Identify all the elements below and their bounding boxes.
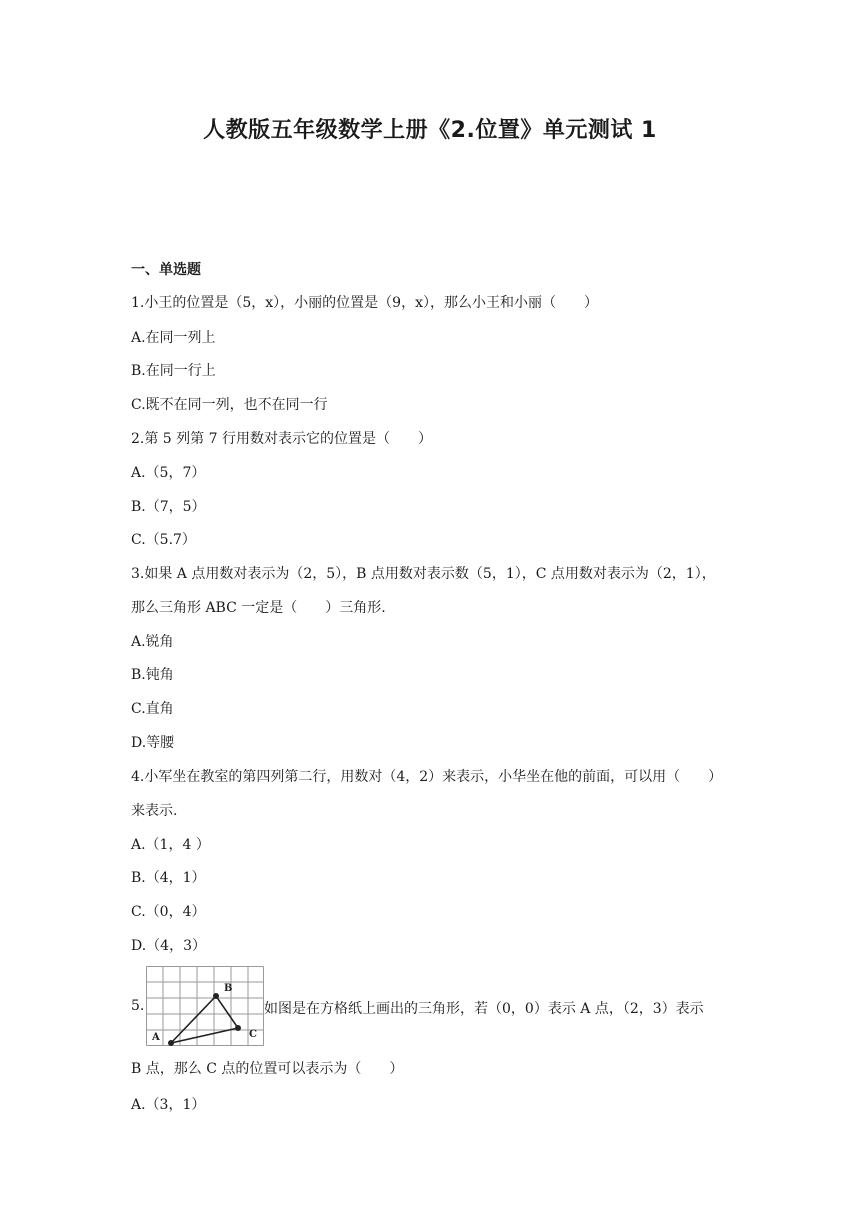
question-3-option-b[interactable]: B.钝角 xyxy=(131,667,174,683)
question-2-stem: 2.第 5 列第 7 行用数对表示它的位置是（ ） xyxy=(131,431,432,447)
label-a: A xyxy=(152,1032,160,1043)
grid-triangle-figure xyxy=(146,966,264,1046)
question-4-option-a[interactable]: A.（1，4 ） xyxy=(131,837,210,853)
question-5-stem-line-2: B 点，那么 C 点的位置可以表示为（ ） xyxy=(131,1061,404,1077)
grid-lines xyxy=(147,967,264,1046)
question-2-option-b[interactable]: B.（7，5） xyxy=(131,499,206,515)
question-1-option-b[interactable]: B.在同一行上 xyxy=(131,363,216,379)
question-5-stem-line-1: 如图是在方格纸上画出的三角形，若（0，0）表示 A 点，（2，3）表示 xyxy=(264,1001,704,1017)
point-c xyxy=(235,1025,241,1031)
point-a xyxy=(168,1040,174,1046)
question-4-stem-line-1: 4.小军坐在教室的第四列第二行，用数对（4，2）来表示，小华坐在他的前面，可以用（ ） xyxy=(131,769,723,785)
point-b xyxy=(213,993,219,999)
question-1-option-a[interactable]: A.在同一列上 xyxy=(131,330,216,346)
question-1-stem: 1.小王的位置是（5，x），小丽的位置是（9，x），那么小王和小丽（ ） xyxy=(131,295,598,311)
triangle-abc xyxy=(171,996,238,1043)
question-2-option-c[interactable]: C.（5.7） xyxy=(131,532,196,548)
question-3-option-a[interactable]: A.锐角 xyxy=(131,634,174,650)
question-5-option-a[interactable]: A.（3，1） xyxy=(131,1097,206,1113)
question-3-stem-line-1: 3.如果 A 点用数对表示为（2，5），B 点用数对表示数（5，1），C 点用数对表示为（2，1）， xyxy=(131,566,716,582)
label-b: B xyxy=(224,983,233,994)
section-heading: 一、单选题 xyxy=(131,262,201,278)
question-4-option-b[interactable]: B.（4，1） xyxy=(131,870,206,886)
question-5-number: 5. xyxy=(131,998,145,1014)
question-4-stem-line-2: 来表示. xyxy=(131,803,178,819)
question-3-stem-line-2: 那么三角形 ABC 一定是（ ）三角形. xyxy=(131,600,386,616)
page-title: 人教版五年级数学上册《2.位置》单元测试 1 xyxy=(203,118,657,143)
question-2-option-a[interactable]: A.（5，7） xyxy=(131,465,206,481)
question-1-option-c[interactable]: C.既不在同一列，也不在同一行 xyxy=(131,397,328,413)
label-c: C xyxy=(249,1029,257,1040)
question-4-option-d[interactable]: D.（4，3） xyxy=(131,938,206,954)
question-3-option-d[interactable]: D.等腰 xyxy=(131,735,175,751)
question-4-option-c[interactable]: C.（0，4） xyxy=(131,904,206,920)
question-3-option-c[interactable]: C.直角 xyxy=(131,701,174,717)
